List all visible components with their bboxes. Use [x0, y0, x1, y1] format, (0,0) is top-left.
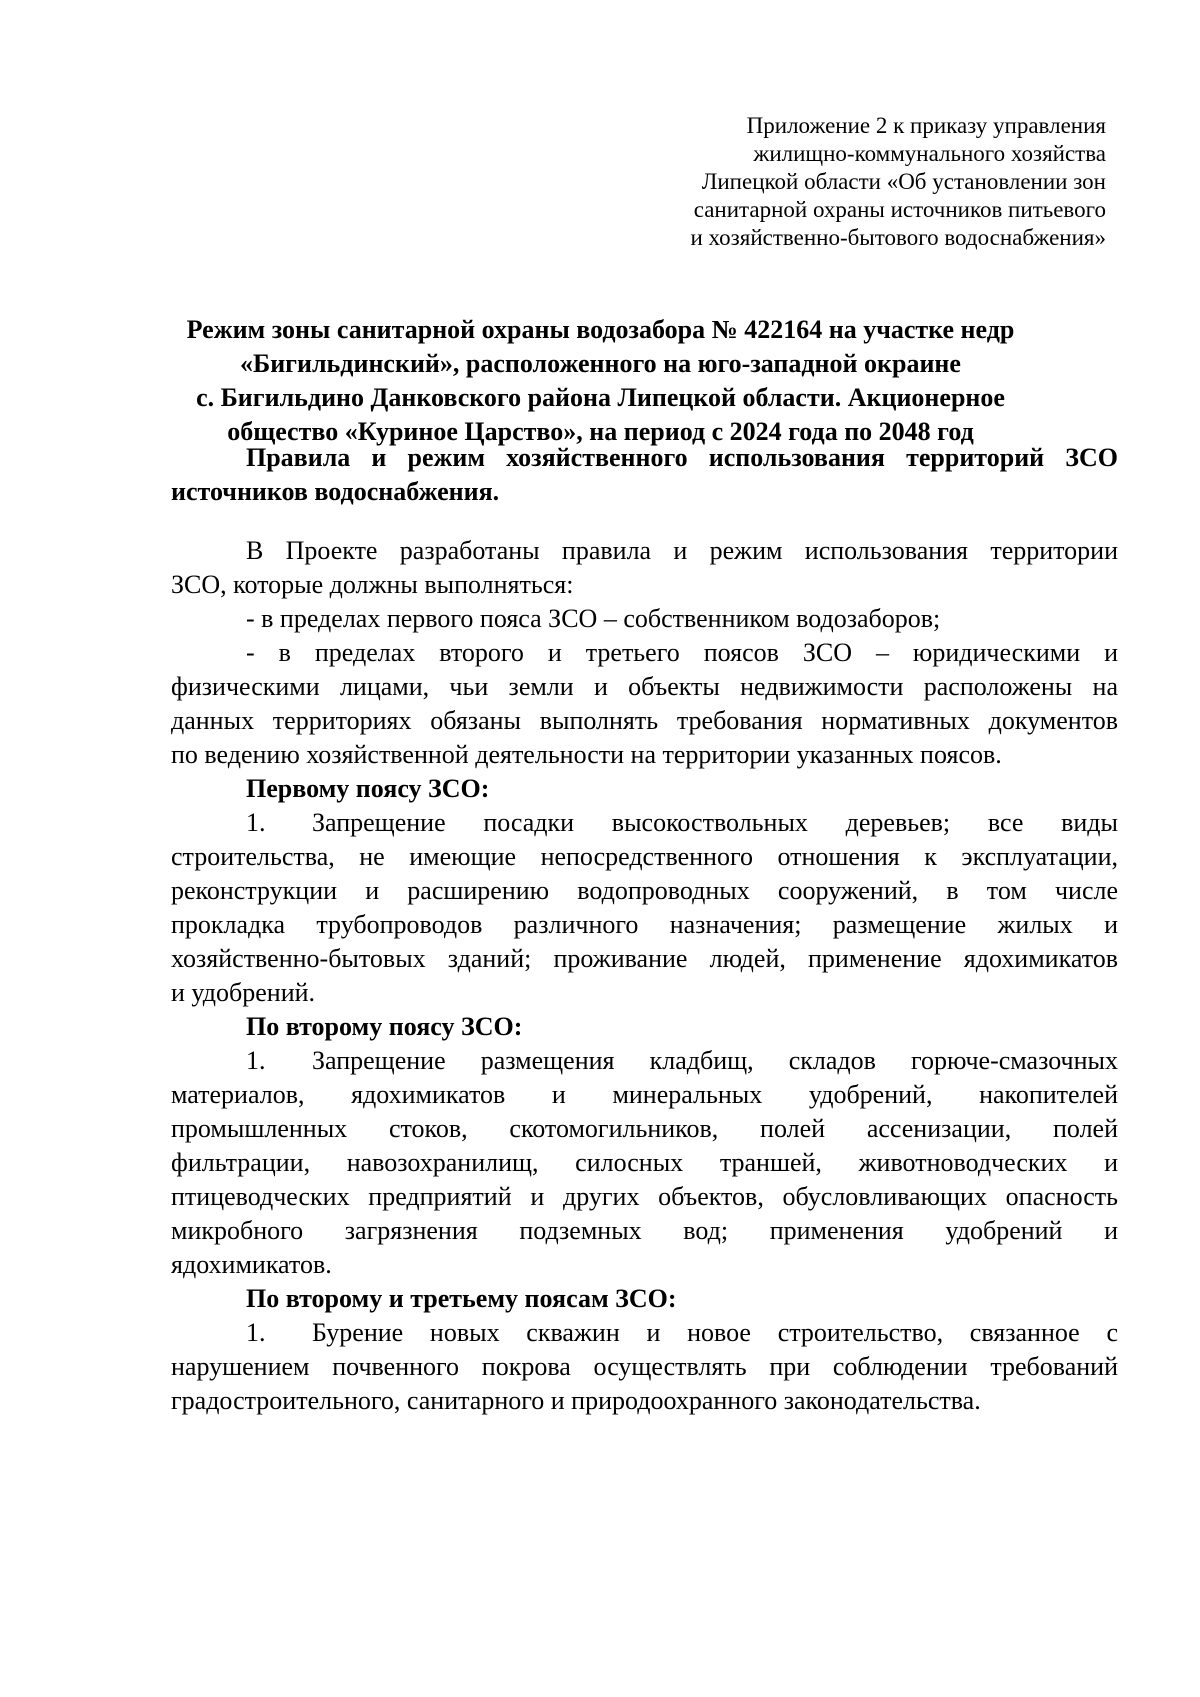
- title-line: «Бигильдинский», расположенного на юго-западной окраине: [240, 349, 961, 378]
- belt2-line3: промышленных стоков, скотомогильников, полей ассенизации, полей: [171, 1114, 1118, 1143]
- belt2-line2: материалов, ядохимикатов и минеральных удобрений, накопителей: [171, 1080, 1118, 1109]
- belt1-line5: хозяйственно-бытовых зданий; проживание людей, применение ядохимикатов: [171, 944, 1118, 973]
- belt2-heading: По второму поясу ЗСО:: [246, 1012, 523, 1041]
- belt2-item-1: [246, 1044, 1118, 1078]
- belt1-line4: прокладка трубопроводов различного назначения; размещение жилых и: [171, 910, 1118, 939]
- title-line: общество «Куриное Царство», на период с 2024 года по 2048 год: [227, 417, 974, 446]
- appendix-line: Липецкой области «Об установлении зон: [701, 169, 1106, 194]
- belt23-item-1: [246, 1316, 1118, 1350]
- intro-line1: В Проекте разработаны правила и режим использования территории: [246, 536, 1118, 565]
- belt1-line3: реконструкции и расширению водопроводных сооружений, в том числе: [171, 876, 1118, 905]
- intro-item2-line1: - в пределах второго и третьего поясов ЗСО – юридическими и: [246, 638, 1118, 667]
- appendix-line: санитарной охраны источников питьевого: [693, 197, 1106, 222]
- intro-item2-line2: физическими лицами, чьи земли и объекты недвижимости расположены на: [171, 672, 1118, 701]
- title-line: с. Бигильдино Данковского района Липецкой области. Акционерное: [196, 383, 1005, 412]
- belt2-item-number: 1.: [246, 1046, 266, 1075]
- belt1-heading: Первому поясу ЗСО:: [246, 774, 490, 803]
- belt23-item-number: 1.: [246, 1318, 266, 1347]
- belt1-line2: строительства, не имеющие непосредственного отношения к эксплуатации,: [171, 842, 1118, 871]
- belt23-line2: нарушением почвенного покрова осуществлять при соблюдении требований: [171, 1352, 1118, 1381]
- belt2-line1: Запрещение размещения кладбищ, складов горюче-смазочных: [312, 1046, 1118, 1075]
- belt1-item-number: 1.: [246, 808, 266, 837]
- belt1-line1: Запрещение посадки высокоствольных деревьев; все виды: [312, 808, 1118, 837]
- belt23-line1: Бурение новых скважин и новое строительство, связанное с: [312, 1318, 1118, 1347]
- belt23-heading: По второму и третьему поясам ЗСО:: [246, 1284, 677, 1313]
- appendix-line: жилищно-коммунального хозяйства: [753, 141, 1106, 166]
- appendix-line: Приложение 2 к приказу управления: [746, 113, 1106, 138]
- intro-item2-line3: данных территориях обязаны выполнять требования нормативных документов: [171, 706, 1118, 735]
- appendix-line: и хозяйственно-бытового водоснабжения»: [690, 225, 1106, 250]
- belt2-line5: птицеводческих предприятий и других объектов, обусловливающих опасность: [171, 1182, 1118, 1211]
- belt2-line6: микробного загрязнения подземных вод; применения удобрений и: [171, 1216, 1118, 1245]
- rules-heading-line2: источников водоснабжения.: [171, 477, 500, 506]
- intro-line2: ЗСО, которые должны выполняться:: [171, 570, 574, 599]
- rules-heading-line1: Правила и режим хозяйственного использования территорий ЗСО: [246, 443, 1118, 472]
- belt2-line4: фильтрации, навозохранилищ, силосных траншей, животноводческих и: [171, 1148, 1118, 1177]
- belt1-line6: и удобрений.: [171, 978, 316, 1007]
- document-title: [158, 313, 1043, 449]
- belt2-line7: ядохимикатов.: [171, 1250, 332, 1279]
- title-line: Режим зоны санитарной охраны водозабора № 422164 на участке недр: [186, 315, 1015, 344]
- belt23-line3: градостроительного, санитарного и природоохранного законодательства.: [171, 1386, 981, 1415]
- intro-item2-line4: по ведению хозяйственной деятельности на территории указанных поясов.: [171, 740, 1002, 769]
- intro-item1: - в пределах первого пояса ЗСО – собственником водозаборов;: [246, 604, 941, 633]
- belt1-item-1: [246, 806, 1118, 840]
- appendix-reference: [586, 112, 1106, 252]
